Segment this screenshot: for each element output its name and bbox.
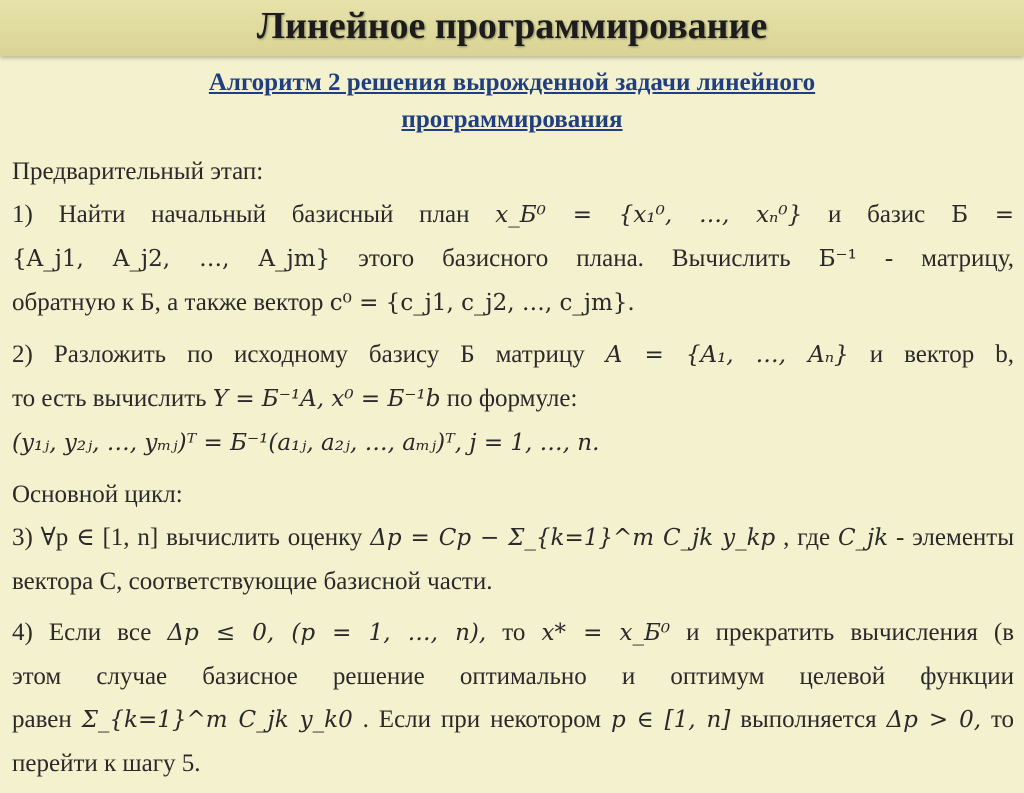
algorithm-subtitle <box>60 64 964 138</box>
basis-set-formula: {A_j1, A_j2, …, A_jm} <box>12 246 331 272</box>
step3-line2: вектора C, соответствующие базисной части. <box>12 568 493 595</box>
basis-cost-symbol: C_jk <box>837 525 889 551</box>
step4-line3: равен Σ_{k=1}^m C_jk y_k0 . Если при некотором p ∈ [1, n] выполняется Δp > 0, то <box>12 706 1015 733</box>
step2-line3 <box>12 421 1014 465</box>
subtitle-line-1: Алгоритм 2 решения вырожденной задачи линейного <box>208 69 816 96</box>
algorithm-content <box>12 150 1014 793</box>
decomposition-formula: Y = Б⁻¹A, x⁰ = Б⁻¹b <box>212 386 441 412</box>
step2-line1: 2) Разложить по исходному базису Б матрицу A = {A₁, …, Aₙ} и вектор b, <box>12 341 1015 368</box>
positive-estimate-formula: Δp > 0, <box>886 707 982 733</box>
step4-line2: этом случае базисное решение оптимально и оптимум целевой функции <box>12 663 1014 690</box>
preliminary-stage <box>12 150 1014 325</box>
estimate-formula: Δp = Cp − Σ_{k=1}^m C_jk y_kp <box>370 525 776 551</box>
objective-sum-formula: Σ_{k=1}^m C_jk y_k0 <box>81 707 353 733</box>
title-bar <box>0 0 1024 56</box>
page-title: Линейное программирование <box>256 5 768 47</box>
index-condition: p ∈ [1, n] <box>610 707 731 733</box>
matrix-a-formula: A = {A₁, …, Aₙ} <box>605 342 849 368</box>
inverse-basis-formula: Б⁻¹ <box>818 246 857 272</box>
basis-symbol: Б = <box>951 202 1015 228</box>
step3-line1: 3) ∀p ∈ [1, n] вычислить оценку Δp = Cp − Σ_{k=1}^m C_jk y_kp , где C_jk - элементы <box>12 524 1015 551</box>
step2 <box>12 333 1014 465</box>
step2-line2: то есть вычислить Y = Б⁻¹A, x⁰ = Б⁻¹b по формуле: <box>12 385 578 412</box>
step4-line4: перейти к шагу 5. <box>12 750 201 777</box>
initial-plan-formula: x_Б⁰ = {x₁⁰, …, xₙ⁰} <box>495 202 803 228</box>
step4 <box>12 611 1014 785</box>
preliminary-heading: Предварительный этап: <box>12 158 264 185</box>
main-cycle <box>12 473 1014 603</box>
main-cycle-heading: Основной цикл: <box>12 481 183 508</box>
optimality-condition: Δp ≤ 0, (p = 1, …, n), <box>167 620 487 646</box>
step1-line3: обратную к Б, а также вектор c⁰ = {c_j1, c_j2, …, c_jm}. <box>12 289 635 316</box>
step1-line2: {A_j1, A_j2, …, A_jm} этого базисного плана. Вычислить Б⁻¹ - матрицу, <box>12 245 1015 272</box>
cost-vector-formula: c⁰ = {c_j1, c_j2, …, c_jm}. <box>329 290 635 316</box>
subtitle-line-2: программирования <box>401 106 623 133</box>
step4-line1: 4) Если все Δp ≤ 0, (p = 1, …, n), то x* = x_Б⁰ и прекратить вычисления (в <box>12 619 1015 646</box>
optimal-plan-formula: x* = x_Б⁰ <box>541 620 671 646</box>
step1-line1: 1) Найти начальный базисный план x_Б⁰ = {x₁⁰, …, xₙ⁰} и базис Б = <box>12 201 1015 228</box>
column-formula: (y₁ⱼ, y₂ⱼ, …, yₘⱼ)ᵀ = Б⁻¹(a₁ⱼ, a₂ⱼ, …, aₘⱼ)ᵀ, j = 1, …, n. <box>12 430 600 456</box>
